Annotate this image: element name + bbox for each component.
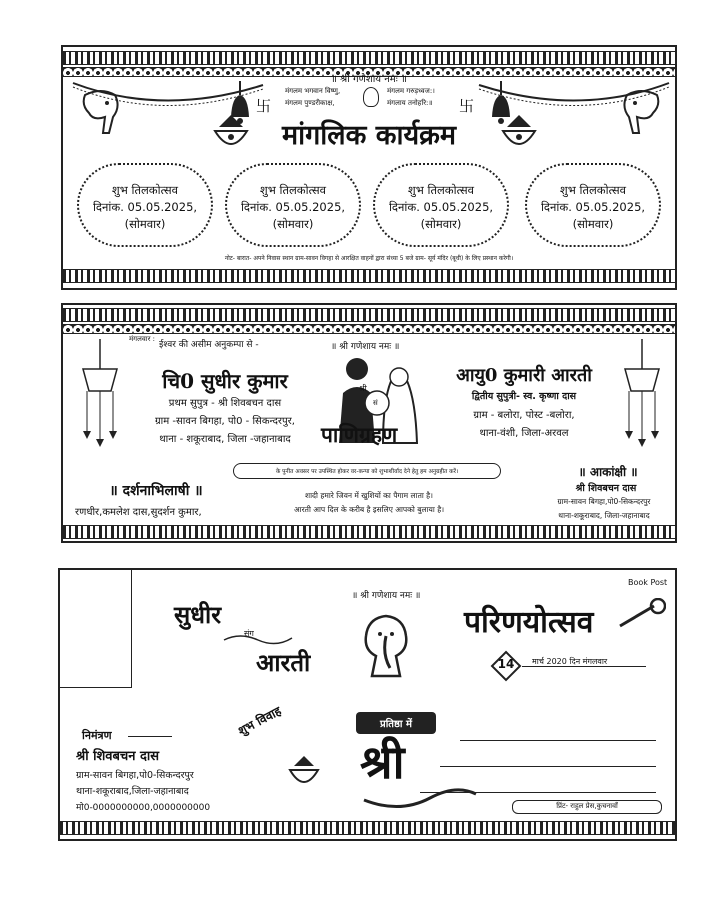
couplet-line-1: शादी हमारे जिवन में खुशियों का पैगाम लाता है। xyxy=(305,491,433,500)
bottom-border-band xyxy=(63,525,675,539)
swirl-ornament xyxy=(222,632,294,646)
sender-address-2: थाना-शकूराबाद,जिला-जहानाबाद xyxy=(76,786,189,797)
invocation: ॥ श्री गणेशाय नमः ॥ xyxy=(331,342,400,352)
shri-script: श्री xyxy=(360,735,405,789)
sang-word: संग xyxy=(244,629,254,638)
sender-address-1: ग्राम-सावन बिगहा,पो0-सिकन्दरपुर xyxy=(76,770,194,781)
event-box xyxy=(373,163,509,247)
event-day: (सोमवार) xyxy=(420,217,462,231)
bottom-border-band xyxy=(63,269,675,283)
top-border-band xyxy=(63,51,675,65)
shehnai-icon xyxy=(616,598,666,634)
tilak-card-panel xyxy=(61,45,677,290)
parinayotsav-title: परिणयोत्सव xyxy=(464,605,594,640)
mantra-right-1: मंगलम गरुड़ध्वज:। xyxy=(387,87,435,95)
bride-relation: द्वितीय सुपुत्री- स्व. कृष्णा दास xyxy=(471,391,577,402)
card-title: मांगलिक कार्यक्रम xyxy=(281,120,457,151)
bride-address-2: थाना-वंशी, जिला-अरवल xyxy=(479,428,569,439)
event-name: शुभ तिलकोत्सव xyxy=(111,183,179,197)
event-box xyxy=(225,163,361,247)
baraat-note: नोट- बारात- अपने निवास स्थान ग्राम-सावन विगहा से आरक्षित वाहनों द्वारा संध्या 5 बजे ग्राम- सूर्य मंदिर (बूधी) के लिए प्रस्थान करेगी। xyxy=(224,255,514,262)
bride-address-1: ग्राम - बलोरा, पोस्ट -बलोरा, xyxy=(473,410,575,421)
address-line xyxy=(440,766,656,767)
address-line xyxy=(460,740,656,741)
groom-relation: प्रथम सुपुत्र - श्री शिवबचन दास xyxy=(168,398,282,409)
event-date: दिनांक. 05.05.2025, xyxy=(92,200,198,214)
ganesh-small-icon xyxy=(363,87,379,107)
event-day: (सोमवार) xyxy=(124,217,166,231)
darshan-title: ॥ दर्शनाभिलाषी ॥ xyxy=(109,483,203,499)
panigrahan-title: पाणिग्रहण xyxy=(321,422,398,447)
sender-name: श्री शिवबचन दास xyxy=(76,749,160,764)
nimantran-rule xyxy=(128,736,172,737)
sender-phone: मो0-0000000000,0000000000 xyxy=(76,803,211,813)
couplet-line-2: आरती आप दिल के करीब है इसलिए आपको बुलाया है। xyxy=(293,505,445,514)
groom-address-1: ग्राम -सावन बिगहा, पो0 - सिकन्दरपुर, xyxy=(155,416,295,427)
shri-swirl xyxy=(360,780,480,814)
printer-credit: प्रिंट- राहुल प्रेस,कुचनावाँ xyxy=(556,802,618,810)
top-dot-band xyxy=(63,324,675,334)
book-post-label: Book Post xyxy=(628,578,668,587)
swastika-icon: 卐 xyxy=(459,97,475,115)
couple-badge: श्री xyxy=(359,384,367,393)
invocation: ॥ श्री गणेशाय नमः ॥ xyxy=(331,74,407,85)
top-border-band xyxy=(63,308,675,322)
date-number: 14 xyxy=(497,657,515,671)
event-day: (सोमवार) xyxy=(572,217,614,231)
event-date: दिनांक. 05.05.2025, xyxy=(388,200,494,214)
date-text: मार्च 2020 दिन मंगलवार xyxy=(532,657,608,666)
address-line xyxy=(420,792,656,793)
blessing-line: ईश्वर की असीम अनुकम्पा से - xyxy=(159,340,259,350)
bride-name: आयु0 कुमारी आरती xyxy=(456,365,592,386)
swastika-icon: 卐 xyxy=(256,97,272,115)
invocation-script: ॥ श्री गणेशाय नमः ॥ xyxy=(352,591,421,601)
mantra-left-2: मंगलम पुण्डरीकाक्ष, xyxy=(285,99,335,107)
lantern-icon xyxy=(73,339,127,449)
event-box xyxy=(77,163,213,247)
darshan-names: रणधीर,कमलेश दास,सुदर्शन कुमार, xyxy=(75,507,202,518)
akanshi-address-1: ग्राम-सावन बिगहा,पो0-सिकन्दरपुर xyxy=(557,497,651,506)
stamp-box xyxy=(60,570,132,688)
couple-badge-center: सं xyxy=(373,399,378,407)
akanshi-title: ॥ आकांक्षी ॥ xyxy=(578,465,638,479)
nimantran-label: निमंत्रण xyxy=(82,729,112,742)
mantra-left-1: मंगलम भगवान विष्णु, xyxy=(285,87,341,95)
event-day: (सोमवार) xyxy=(272,217,314,231)
groom-address-2: थाना - शकूराबाद, जिला -जहानाबाद xyxy=(159,434,291,445)
kalash-icon xyxy=(286,754,322,790)
shubh-vivah-script: शुभ विवाह xyxy=(235,703,284,739)
envelope-panel xyxy=(58,568,677,841)
mid-note: के पुनीत अवसर पर उपस्थित होकर वर-कन्या को शुभाशीर्वाद देने हेतु हम अनुग्रहीत करें। xyxy=(275,469,459,475)
groom-script: सुधीर xyxy=(174,600,222,629)
event-name: शुभ तिलकोत्सव xyxy=(259,183,327,197)
mangalwar-label: मंगलवार : xyxy=(129,335,156,343)
akanshi-address-2: थाना-शकूराबाद, जिला-जहानाबाद xyxy=(558,511,650,520)
bride-script: आरती xyxy=(256,648,311,677)
event-date: दिनांक. 05.05.2025, xyxy=(240,200,346,214)
bottom-border-band xyxy=(60,821,675,835)
groom-name: चि0 सुधीर कुमार xyxy=(162,369,288,393)
mantra-right-2: मंगलाय तनोहरि:॥ xyxy=(387,99,433,107)
wedding-card-panel xyxy=(61,303,677,543)
pratishtha-label: प्रतिष्ठा में xyxy=(380,719,412,730)
event-name: शुभ तिलकोत्सव xyxy=(559,183,627,197)
event-name: शुभ तिलकोत्सव xyxy=(407,183,475,197)
lantern-icon xyxy=(615,339,669,449)
event-date: दिनांक. 05.05.2025, xyxy=(540,200,646,214)
ganesh-icon xyxy=(356,610,416,682)
event-box xyxy=(525,163,661,247)
akanshi-name: श्री शिवबचन दास xyxy=(575,483,637,494)
